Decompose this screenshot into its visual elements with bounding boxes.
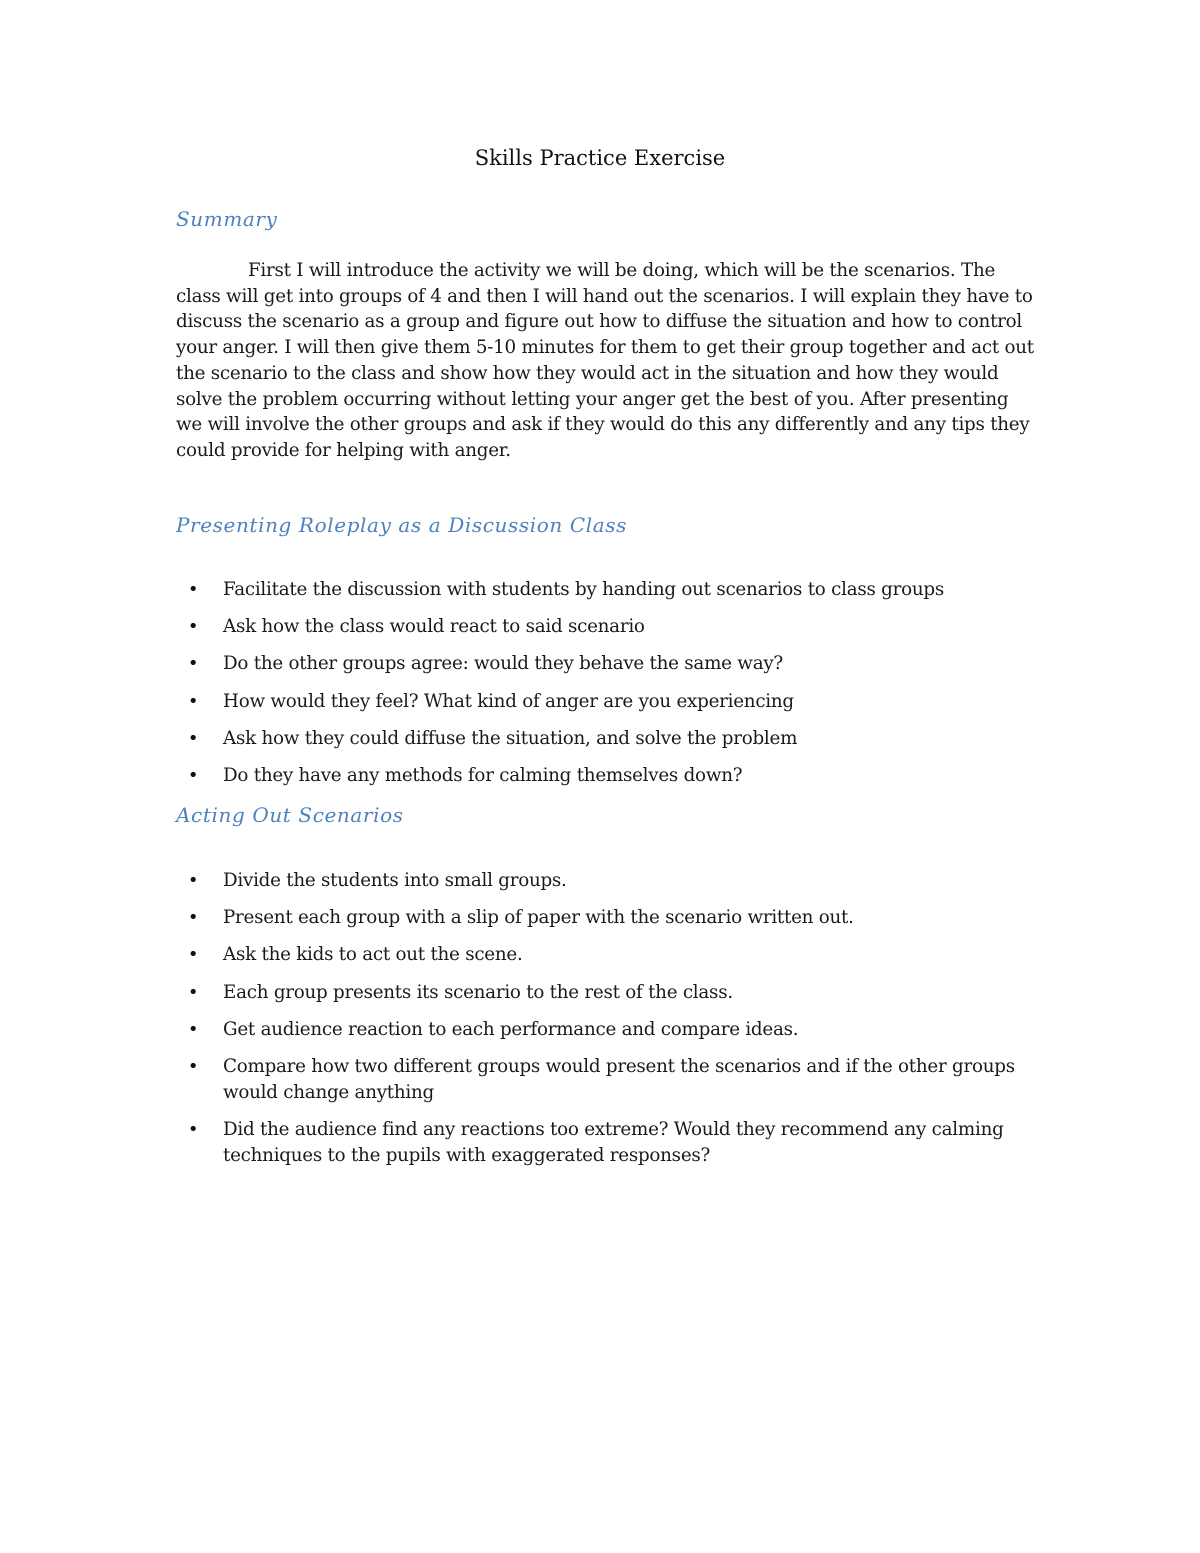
bullet-icon: • [187,616,199,638]
list-item-text: Do the other groups agree: would they behave the same way? [223,653,783,675]
bullet-icon: • [187,653,199,675]
list-item-text: Facilitate the discussion with students by handing out scenarios to class groups [223,579,944,600]
list-item-text: Get audience reaction to each performance and compare ideas. [223,1018,799,1040]
list-item [176,1054,1036,1105]
list-item-text: Divide the students into small groups. [223,870,567,891]
bullet-icon: • [187,690,199,712]
summary-heading: Summary [176,207,278,231]
bullet-icon: • [187,727,199,749]
bullet-icon: • [187,1018,199,1040]
list-item [176,614,1036,640]
list-item [176,1117,1036,1168]
bullet-icon: • [187,944,199,966]
list-item-text: Ask how they could diffuse the situation, and solve the problem [223,727,798,749]
list-item [176,942,1036,968]
acting-out-bullet-list [176,868,1036,1180]
list-item [176,868,1036,894]
list-item-text: Ask how the class would react to said scenario [223,616,645,638]
list-item [176,651,1036,677]
summary-paragraph: First I will introduce the activity we will be doing, which will be the scenarios. The class will get into groups of 4 and then I will hand out the scenarios. I will explain they have to discuss the scenario as a group and figure out how to diffuse the situation and how to control your anger. I will then give them 5-10 minutes for them to get their group together and act out the scenario to the class and show how they would act in the situation and how they would solve the problem occurring without letting your anger get the best of you. After presenting we will involve the other groups and ask if they would do this any differently and any tips they could provide for helping with anger. [176,260,1034,461]
bullet-icon: • [187,1056,199,1078]
list-item [176,980,1036,1006]
roleplay-heading: Presenting Roleplay as a Discussion Class [176,513,627,537]
list-item [176,1017,1036,1043]
bullet-icon: • [187,765,199,787]
list-item-text: Ask the kids to act out the scene. [223,944,523,966]
list-item [176,726,1036,752]
list-item-text: Did the audience find any reactions too extreme? Would they recommend any calming techniques to the pupils with exaggerated responses? [223,1118,1004,1166]
bullet-icon: • [187,1118,199,1140]
acting-out-heading: Acting Out Scenarios [176,803,404,827]
bullet-icon: • [187,981,199,1003]
list-item-text: Compare how two different groups would present the scenarios and if the other groups would change anything [223,1056,1015,1103]
bullet-icon: • [187,907,199,929]
bullet-icon: • [187,579,199,600]
list-item-text: Present each group with a slip of paper with the scenario written out. [223,907,854,929]
list-item-text: Do they have any methods for calming themselves down? [223,765,743,787]
list-item [176,763,1036,789]
list-item [176,689,1036,715]
roleplay-bullet-list [176,577,1036,800]
list-item-text: How would they feel? What kind of anger are you experiencing [223,690,794,712]
list-item [176,905,1036,931]
list-item-text: Each group presents its scenario to the rest of the class. [223,981,733,1003]
bullet-icon: • [187,870,199,891]
document-title: Skills Practice Exercise [474,146,726,170]
list-item [176,577,1036,603]
